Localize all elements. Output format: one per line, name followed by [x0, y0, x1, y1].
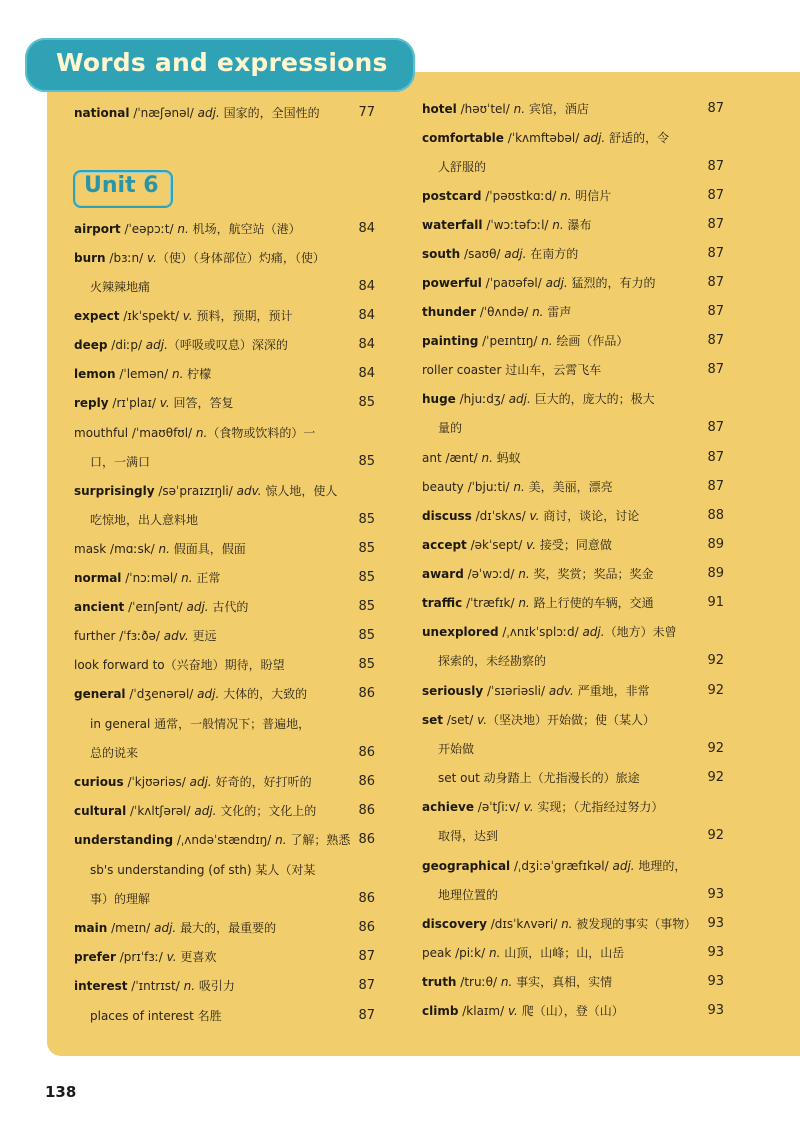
left-entry: mouthful /ˈmaʊθfʊl/ n.（食物或饮料的）一	[74, 426, 316, 440]
right-entry-page: 93	[707, 887, 724, 902]
right-entry-page: 87	[707, 101, 724, 116]
right-entry-page: 87	[707, 246, 724, 261]
right-entry-page: 93	[707, 1003, 724, 1018]
right-entry-page: 87	[707, 420, 724, 435]
left-entry-page: 85	[358, 657, 375, 672]
right-entry: unexplored /ˌʌnɪkˈsplɔːd/ adj.（地方）未曾	[422, 625, 677, 639]
right-entry: 地理位置的	[438, 888, 499, 902]
right-entry-page: 91	[707, 595, 724, 610]
section-title: Words and expressions	[56, 48, 388, 77]
right-entry-page: 92	[707, 653, 724, 668]
left-entry-page: 86	[358, 920, 375, 935]
left-entry: main /meɪn/ adj. 最大的，最重要的	[74, 921, 277, 935]
right-entry: postcard /ˈpəʊstkɑːd/ n. 明信片	[422, 189, 612, 203]
right-entry: 开始做	[438, 742, 475, 756]
right-entry: achieve /əˈtʃiːv/ v. 实现；（尤指经过努力）	[422, 800, 664, 814]
left-entry-page: 85	[358, 512, 375, 527]
right-entry: 量的	[438, 421, 463, 435]
left-entry: understanding /ˌʌndəˈstændɪŋ/ n. 了解；熟悉	[74, 833, 351, 847]
left-entry-page: 84	[358, 366, 375, 381]
left-entry: surprisingly /səˈpraɪzɪŋli/ adv. 惊人地，使人	[74, 484, 338, 498]
left-entry-page: 84	[358, 221, 375, 236]
right-entry-page: 87	[707, 159, 724, 174]
left-entry-page: 84	[358, 279, 375, 294]
right-entry: south /saʊθ/ adj. 在南方的	[422, 247, 579, 261]
right-entry: hotel /həʊˈtel/ n. 宾馆，酒店	[422, 102, 589, 116]
right-entry: climb /klaɪm/ v. 爬（山），登（山）	[422, 1004, 624, 1018]
left-entry: cultural /ˈkʌltʃərəl/ adj. 文化的；文化上的	[74, 804, 317, 818]
right-entry-page: 93	[707, 916, 724, 931]
right-entry-page: 87	[707, 275, 724, 290]
left-entry-page: 77	[358, 105, 375, 120]
right-entry-page: 87	[707, 450, 724, 465]
left-entry-page: 86	[358, 686, 375, 701]
right-entry: huge /hjuːdʒ/ adj. 巨大的，庞大的；极大	[422, 392, 655, 406]
left-entry-page: 85	[358, 541, 375, 556]
right-entry-page: 87	[707, 333, 724, 348]
right-entry-page: 92	[707, 741, 724, 756]
right-entry: truth /truːθ/ n. 事实，真相，实情	[422, 975, 613, 989]
right-entry-page: 89	[707, 566, 724, 581]
right-entry: painting /ˈpeɪntɪŋ/ n. 绘画（作品）	[422, 334, 629, 348]
left-entry-page: 84	[358, 337, 375, 352]
left-entry-page: 85	[358, 628, 375, 643]
right-entry: 人舒服的	[438, 160, 487, 174]
left-entry: further /ˈfɜːðə/ adv. 更远	[74, 629, 217, 643]
left-entry-page: 86	[358, 832, 375, 847]
left-entry: look forward to（兴奋地）期待，盼望	[74, 658, 285, 672]
right-entry: thunder /ˈθʌndə/ n. 雷声	[422, 305, 572, 319]
left-entry-page: 86	[358, 803, 375, 818]
left-entry: prefer /prɪˈfɜː/ v. 更喜欢	[74, 950, 217, 964]
right-entry: traffic /ˈtræfɪk/ n. 路上行使的车辆，交通	[422, 596, 654, 610]
right-entry: roller coaster 过山车，云霄飞车	[422, 363, 602, 377]
left-entry: in general 通常，一般情况下；普遍地，	[90, 717, 311, 731]
right-entry: peak /piːk/ n. 山顶，山峰；山，山岳	[422, 946, 625, 960]
right-entry: 取得，达到	[438, 829, 499, 843]
right-entry: beauty /ˈbjuːti/ n. 美，美丽，漂亮	[422, 480, 613, 494]
page-number: 138	[45, 1083, 77, 1101]
left-entry: deep /diːp/ adj.（呼吸或叹息）深深的	[74, 338, 288, 352]
right-entry: seriously /ˈsɪəriəsli/ adv. 严重地，非常	[422, 684, 650, 698]
unit-heading: Unit 6	[84, 173, 159, 198]
left-entry-page: 87	[358, 978, 375, 993]
right-entry: 探索的，未经勘察的	[438, 654, 547, 668]
right-entry-page: 87	[707, 304, 724, 319]
right-entry-page: 88	[707, 508, 724, 523]
left-entry-page: 86	[358, 891, 375, 906]
right-entry: comfortable /ˈkʌmftəbəl/ adj. 舒适的，令	[422, 131, 670, 145]
left-entry-page: 85	[358, 599, 375, 614]
left-entry-page: 86	[358, 745, 375, 760]
left-entry: airport /ˈeəpɔːt/ n. 机场，航空站（港）	[74, 222, 301, 236]
right-entry-page: 92	[707, 770, 724, 785]
left-entry: reply /rɪˈplaɪ/ v. 回答，答复	[74, 396, 234, 410]
left-entry: mask /mɑːsk/ n. 假面具，假面	[74, 542, 246, 556]
right-entry-page: 87	[707, 362, 724, 377]
left-entry-page: 87	[358, 949, 375, 964]
left-entry: burn /bɜːn/ v.（使）（身体部位）灼痛，（使）	[74, 251, 325, 265]
right-entry-page: 92	[707, 828, 724, 843]
right-entry-page: 87	[707, 217, 724, 232]
left-entry-page: 87	[358, 1008, 375, 1023]
left-entry: 事）的理解	[90, 892, 151, 906]
left-entry: general /ˈdʒenərəl/ adj. 大体的，大致的	[74, 687, 308, 701]
right-entry-page: 93	[707, 945, 724, 960]
left-entry: curious /ˈkjʊəriəs/ adj. 好奇的，好打听的	[74, 775, 312, 789]
right-entry: set /set/ v.（坚决地）开始做；使（某人）	[422, 713, 656, 727]
right-entry: ant /ænt/ n. 蚂蚁	[422, 451, 521, 465]
right-entry: accept /əkˈsept/ v. 接受；同意做	[422, 538, 612, 552]
left-entry: lemon /ˈlemən/ n. 柠檬	[74, 367, 212, 381]
right-entry: geographical /ˌdʒiːəˈgræfɪkəl/ adj. 地理的，	[422, 859, 687, 873]
right-entry: set out 动身踏上（尤指漫长的）旅途	[438, 771, 640, 785]
right-entry: discuss /dɪˈskʌs/ v. 商讨，谈论，讨论	[422, 509, 640, 523]
left-entry-page: 85	[358, 454, 375, 469]
right-entry-page: 87	[707, 188, 724, 203]
left-entry: 吃惊地，出人意料地	[90, 513, 199, 527]
right-entry: powerful /ˈpaʊəfəl/ adj. 猛烈的，有力的	[422, 276, 656, 290]
right-entry-page: 93	[707, 974, 724, 989]
right-entry-page: 89	[707, 537, 724, 552]
left-entry: expect /ɪkˈspekt/ v. 预料，预期，预计	[74, 309, 293, 323]
right-entry: discovery /dɪsˈkʌvəri/ n. 被发现的事实（事物）	[422, 917, 697, 931]
right-entry: waterfall /ˈwɔːtəfɔːl/ n. 瀑布	[422, 218, 592, 232]
left-entry: places of interest 名胜	[90, 1009, 222, 1023]
left-entry-page: 84	[358, 308, 375, 323]
left-entry-page: 85	[358, 570, 375, 585]
left-entry: interest /ˈɪntrɪst/ n. 吸引力	[74, 979, 235, 993]
left-entry: 总的说来	[90, 746, 139, 760]
left-entry: sb's understanding (of sth) 某人（对某	[90, 863, 316, 877]
left-entry: national /ˈnæʃənəl/ adj. 国家的，全国性的	[74, 106, 320, 120]
left-entry: normal /ˈnɔːməl/ n. 正常	[74, 571, 221, 585]
left-entry-page: 85	[358, 395, 375, 410]
right-entry: award /əˈwɔːd/ n. 奖，奖赏；奖品；奖金	[422, 567, 654, 581]
right-entry-page: 92	[707, 683, 724, 698]
left-entry: 口，一满口	[90, 455, 151, 469]
left-entry-page: 86	[358, 774, 375, 789]
left-entry: 火辣辣地痛	[90, 280, 151, 294]
right-entry-page: 87	[707, 479, 724, 494]
left-entry: ancient /ˈeɪnʃənt/ adj. 古代的	[74, 600, 249, 614]
